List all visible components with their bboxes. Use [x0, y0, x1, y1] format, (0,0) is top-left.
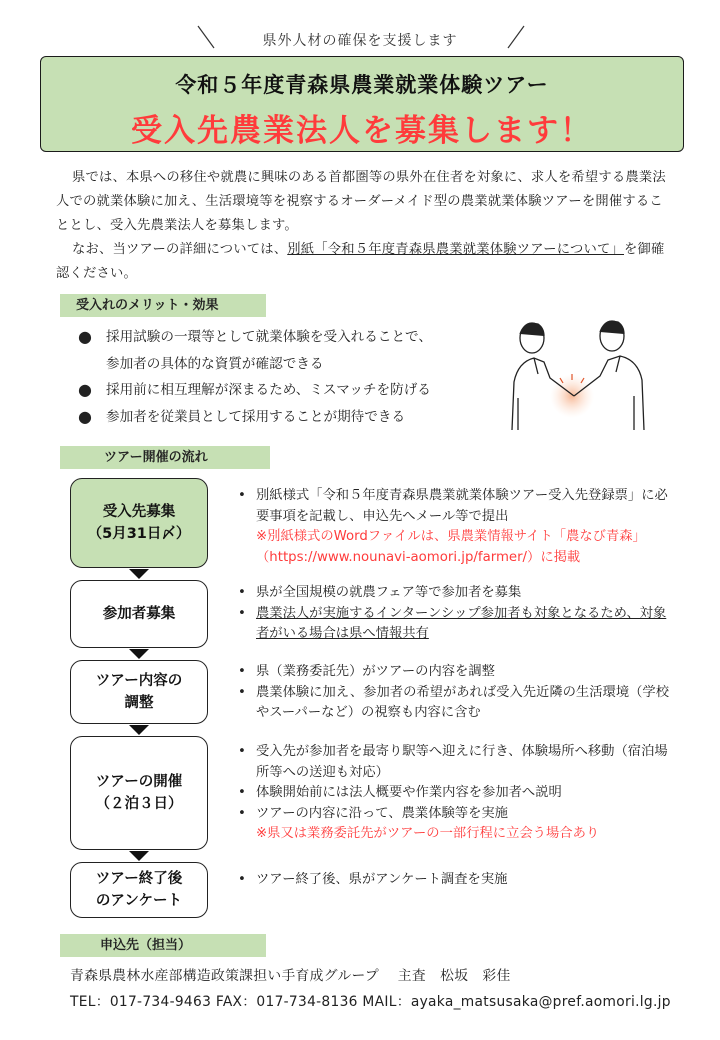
flow-section-label: ツアー開催の流れ	[60, 446, 270, 469]
merit-item-continued: 参加者の具体的な資質が確認できる	[106, 355, 324, 372]
flow-bullet: • 農業体験に加え、参加者の希望があれば受入先近隣の生活環境（学校やスーパーなど）の視察も内容に含む	[236, 683, 676, 724]
contact-phone-mail: TEL：017-734-9463 FAX：017-734-8136 MAIL：ayaka_matsusaka@pref.aomori.lg.jp	[70, 994, 671, 1010]
flow-bullet: • ツアーの内容に沿って、農業体験等を実施	[236, 804, 676, 825]
flow-note: ※県又は業務委託先がツアーの一部行程に立会う場合あり	[256, 826, 600, 841]
merits-list	[78, 324, 518, 430]
intro-p2-link: 別紙「令和５年度青森県農業就業体験ツアーについて」	[287, 242, 625, 257]
flow-bullet: • 別紙様式「令和５年度青森県農業就業体験ツアー受入先登録票」に必要事項を記載し、申込先へメール等で提出	[236, 486, 676, 527]
title-main: 令和５年度青森県農業就業体験ツアー	[175, 73, 549, 97]
contact-section-label: 申込先（担当）	[60, 934, 266, 957]
flow-bullet: • 体験開始前には法人概要や作業内容を参加者へ説明	[236, 783, 676, 804]
flow-note: ※別紙様式のWordファイルは、県農業情報サイト「農なび青森」（https://www.nounavi-aomori.jp/farmer/）に掲載	[256, 529, 646, 565]
flow-arrow-icon	[129, 851, 149, 861]
bullet-icon: ●	[78, 406, 92, 426]
contact-department: 青森県農林水産部構造政策課担い手育成グループ 主査 松坂 彩佳	[70, 968, 511, 984]
intro-paragraph-1: 県では、本県への移住や就農に興味のある首都圏等の県外在住者を対象に、求人を希望する農業法人での就業体験に加え、生活環境等を視察するオーダーメイド型の農業就業体験ツアーを開催することとし、受入先農業法人を募集します。	[56, 170, 666, 233]
merit-item: ● 採用前に相互理解が深まるため、ミスマッチを防げる	[78, 377, 518, 404]
flow-arrow-icon	[129, 649, 149, 659]
flow-bullet: • 県が全国規模の就農フェア等で参加者を募集	[236, 583, 676, 604]
flow-step-5-details	[236, 870, 676, 891]
merits-section-label: 受入れのメリット・効果	[60, 294, 266, 317]
flow-step-survey: ツアー終了後 のアンケート	[70, 862, 208, 918]
slash-right-decoration	[506, 24, 526, 50]
handshake-illustration	[504, 312, 654, 430]
intro-p2-prefix: なお、当ツアーの詳細については、	[71, 242, 288, 257]
flow-step-recruit-hosts: 受入先募集 （5月31日〆）	[70, 478, 208, 568]
flow-arrow-icon	[129, 569, 149, 579]
flow-step-1-details	[236, 486, 676, 568]
flow-step-3-details	[236, 662, 676, 724]
title-headline: 受入先農業法人を募集します！	[131, 113, 593, 149]
flow-step-recruit-participants: 参加者募集	[70, 580, 208, 648]
tagline-area	[0, 22, 720, 56]
flow-step-2-details	[236, 583, 676, 645]
intro-text	[56, 166, 666, 286]
title-box	[40, 56, 684, 152]
bullet-icon: ●	[78, 380, 92, 399]
flow-arrow-icon	[129, 725, 149, 735]
merit-item: ● 参加者を従業員として採用することが期待できる	[78, 404, 518, 431]
flow-bullet: • 受入先が参加者を最寄り駅等へ迎えに行き、体験場所へ移動（宿泊場所等への送迎も対応）	[236, 742, 676, 783]
flow-step-tour-adjust: ツアー内容の 調整	[70, 660, 208, 724]
flow-step-4-details	[236, 742, 676, 845]
intro-p2-suffix: を御確認ください。	[56, 242, 665, 281]
flow-bullet: • ツアー終了後、県がアンケート調査を実施	[236, 870, 676, 891]
tagline: 県外人材の確保を支援します	[262, 33, 458, 49]
flow-bullet: • 農業法人が実施するインターンシップ参加者も対象となるため、対象者がいる場合は県へ情報共有	[236, 604, 676, 645]
merit-item: ● 採用試験の一環等として就業体験を受入れることで、	[78, 324, 518, 351]
intro-paragraph-2	[56, 238, 666, 286]
flow-bullet: • 県（業務委託先）がツアーの内容を調整	[236, 662, 676, 683]
bullet-icon: ●	[78, 327, 92, 346]
flow-step-tour-held: ツアーの開催 （２泊３日）	[70, 736, 208, 850]
